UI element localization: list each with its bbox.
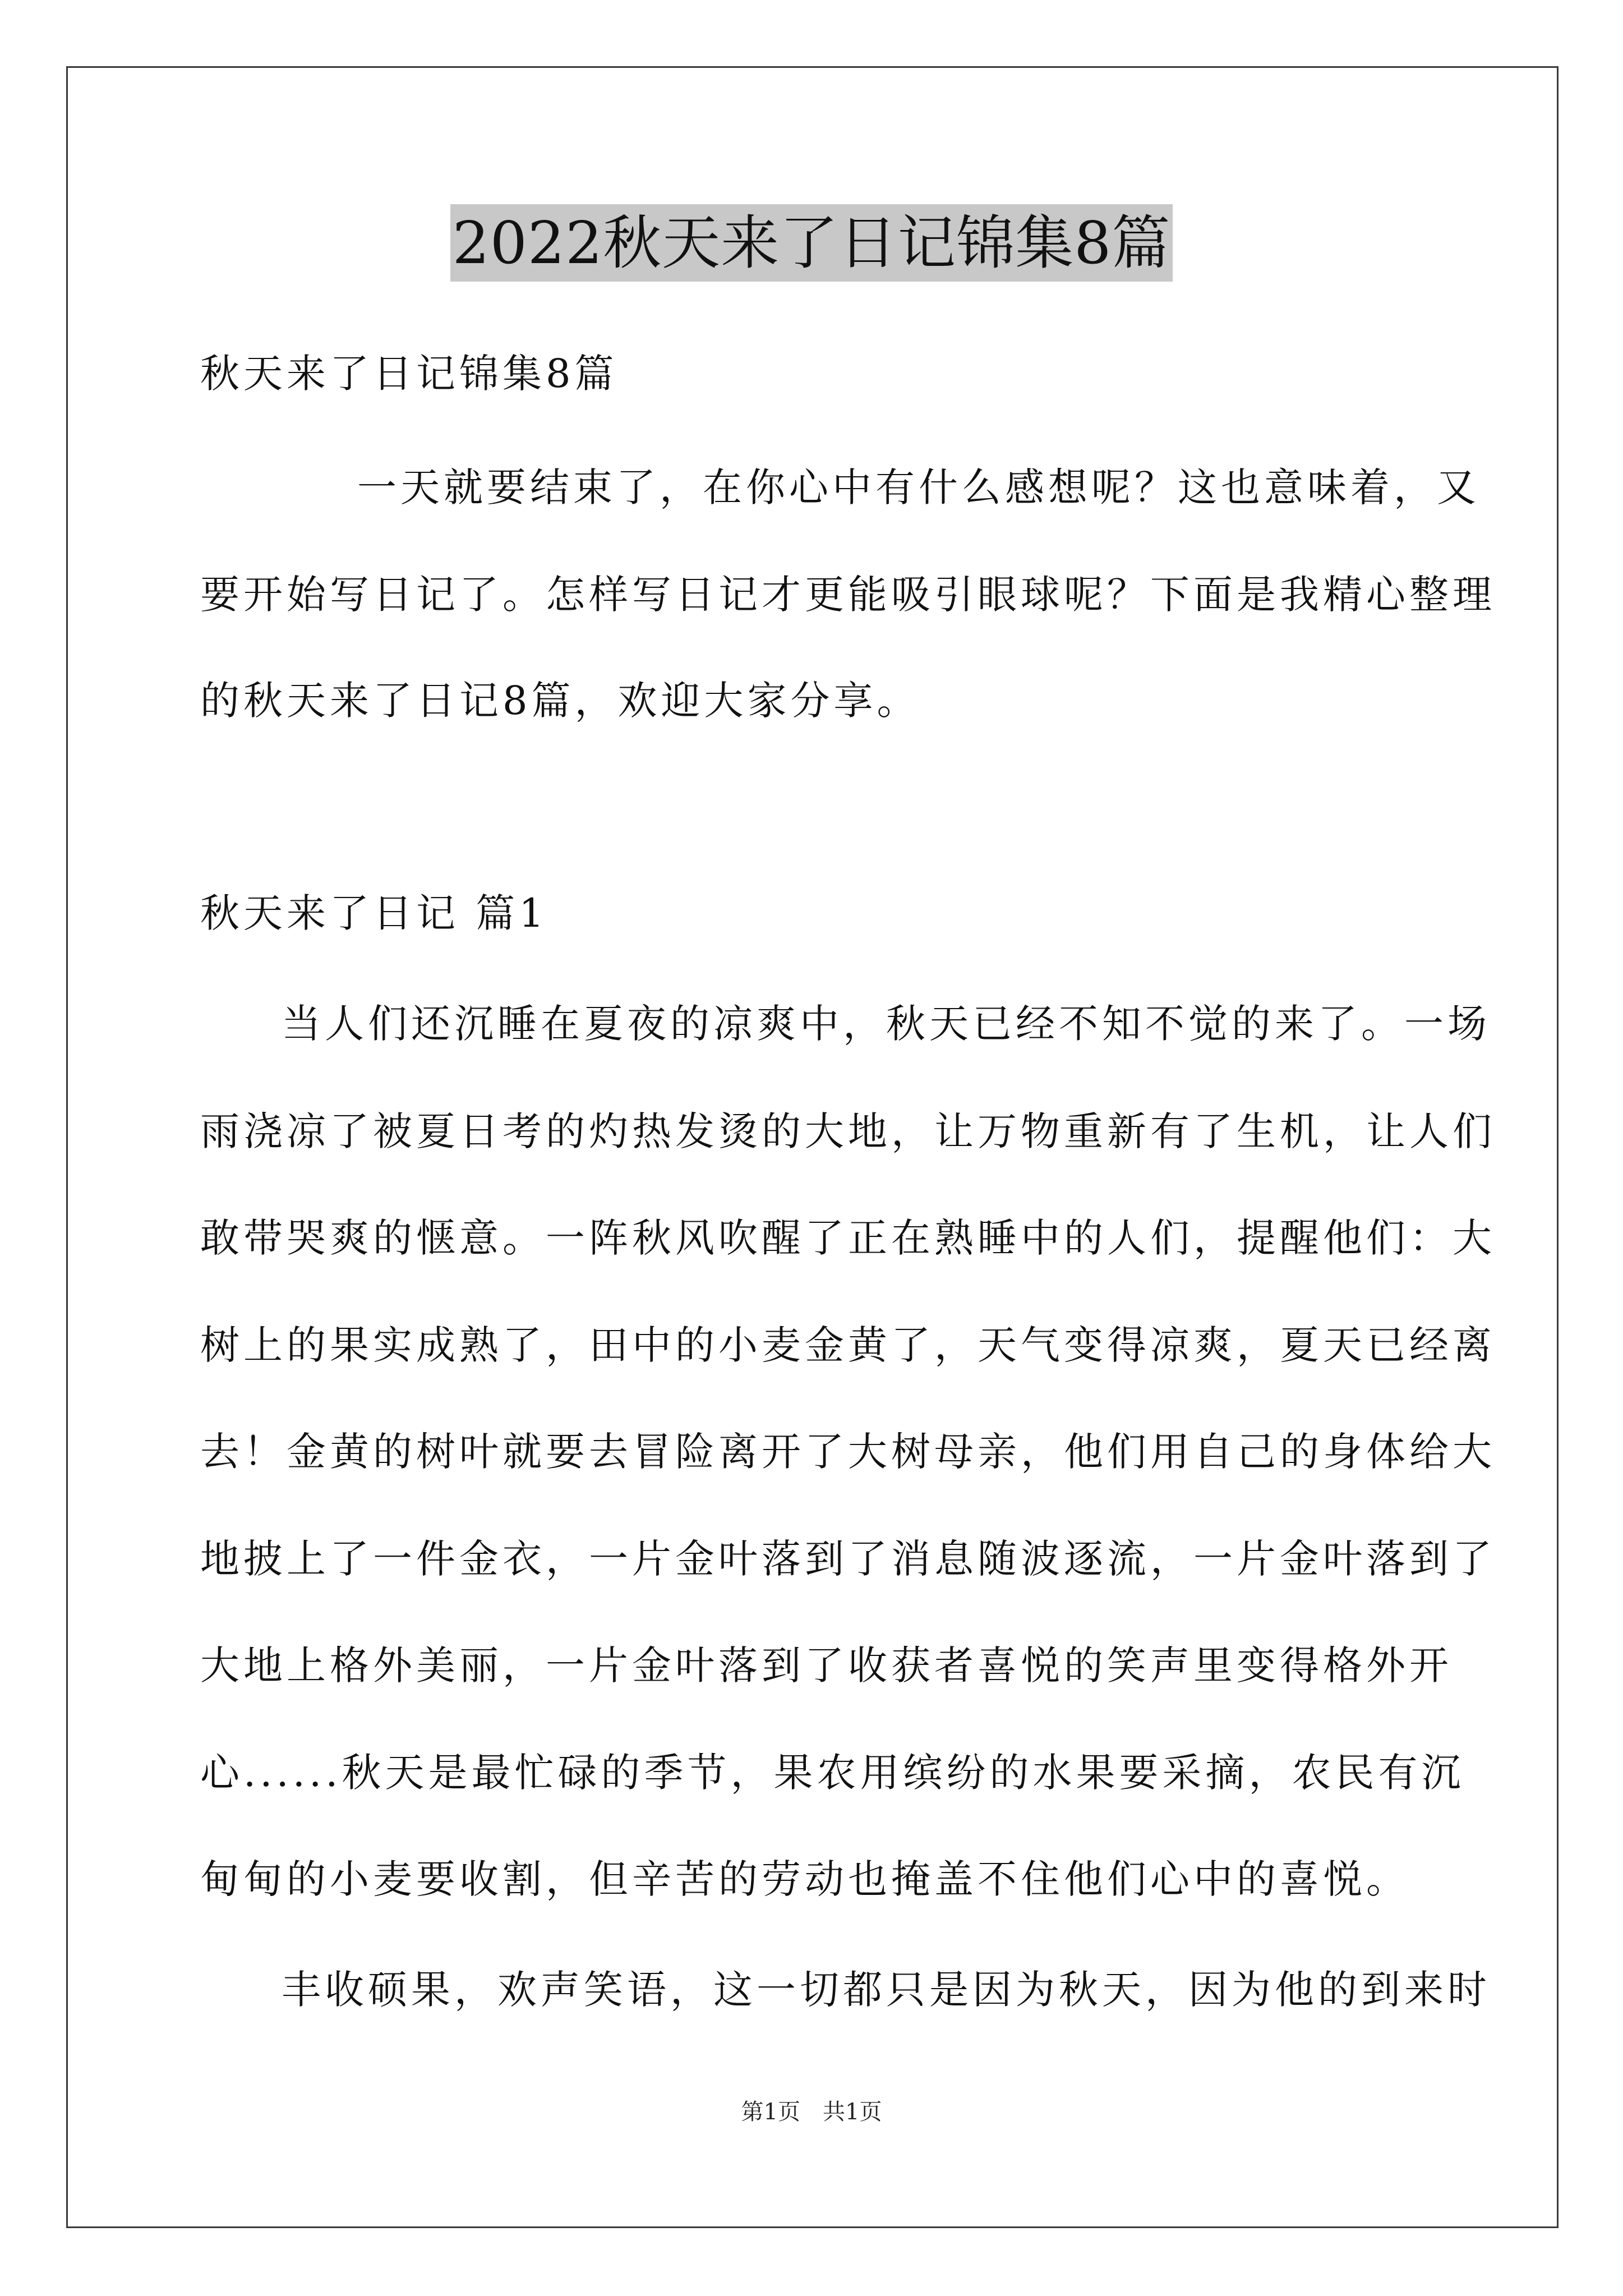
paragraph-line: 敢带哭爽的惬意。一阵秋风吹醒了正在熟睡中的人们，提醒他们：大 bbox=[200, 1215, 1496, 1261]
intro-line-1: 一天就要结束了，在你心中有什么感想呢？这也意味着，又 bbox=[357, 464, 1480, 510]
section-heading: 秋天来了日记 篇1 bbox=[200, 890, 548, 936]
paragraph-line: 树上的果实成熟了，田中的小麦金黄了，天气变得凉爽，夏天已经离 bbox=[200, 1322, 1496, 1368]
paragraph-line: 去！金黄的树叶就要去冒险离开了大树母亲，他们用自己的身体给大 bbox=[200, 1429, 1496, 1475]
paragraph-line: 甸甸的小麦要收割，但辛苦的劳动也掩盖不住他们心中的喜悦。 bbox=[200, 1856, 1409, 1902]
document-subtitle: 秋天来了日记锦集8篇 bbox=[200, 351, 618, 397]
paragraph-line: 雨浇凉了被夏日考的灼热发烫的大地，让万物重新有了生机，让人们 bbox=[200, 1108, 1496, 1154]
paragraph-line: 丰收硕果，欢声笑语，这一切都只是因为秋天，因为他的到来时 bbox=[282, 1967, 1491, 2013]
intro-line-2: 要开始写日记了。怎样写日记才更能吸引眼球呢？下面是我精心整理 bbox=[200, 572, 1496, 618]
paragraph-line: 当人们还沉睡在夏夜的凉爽中，秋天已经不知不觉的来了。一场 bbox=[282, 1001, 1491, 1047]
intro-line-3: 的秋天来了日记8篇，欢迎大家分享。 bbox=[200, 678, 920, 724]
document-title-text: 2022秋天来了日记锦集8篇 bbox=[450, 204, 1173, 282]
paragraph-line: 地披上了一件金衣，一片金叶落到了消息随波逐流，一片金叶落到了 bbox=[200, 1536, 1496, 1582]
paragraph-line: 大地上格外美丽，一片金叶落到了收获者喜悦的笑声里变得格外开 bbox=[200, 1642, 1453, 1688]
paragraph-line: 心......秋天是最忙碌的季节，果农用缤纷的水果要采摘，农民有沉 bbox=[200, 1750, 1465, 1796]
page-footer: 第1页 共1页 bbox=[741, 2099, 882, 2125]
document-title bbox=[0, 201, 1623, 285]
